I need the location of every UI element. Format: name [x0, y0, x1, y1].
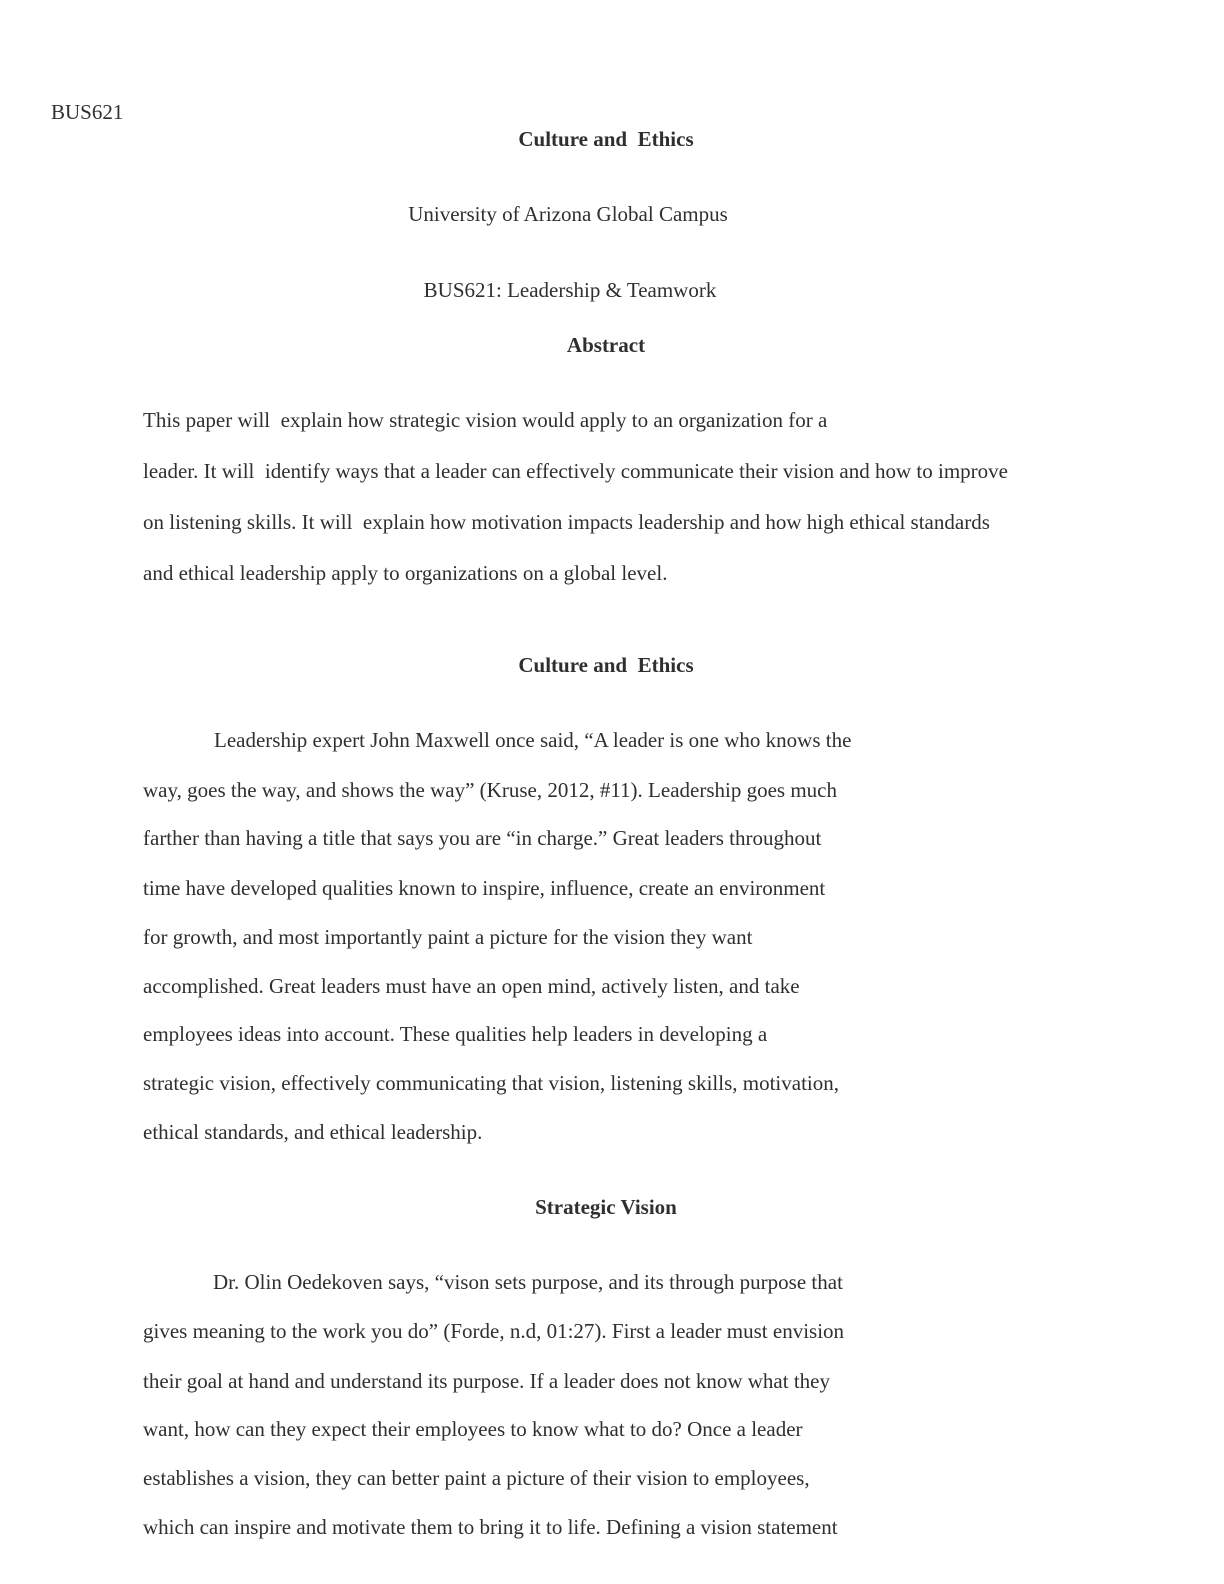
- body-line: time have developed qualities known to inspire, influence, create an environment: [143, 876, 826, 900]
- section-heading-intro: Culture and Ethics: [518, 653, 694, 677]
- institution: University of Arizona Global Campus: [408, 202, 728, 226]
- abstract-line: on listening skills. It will explain how motivation impacts leadership and how high ethical standards: [143, 510, 990, 534]
- paper-title: Culture and Ethics: [518, 127, 694, 151]
- running-head: BUS621: [51, 100, 124, 124]
- body-line: which can inspire and motivate them to bring it to life. Defining a vision statement: [143, 1515, 838, 1539]
- body-line: want, how can they expect their employees to know what to do? Once a leader: [143, 1417, 803, 1441]
- body-line: employees ideas into account. These qualities help leaders in developing a: [143, 1022, 768, 1046]
- abstract-line: and ethical leadership apply to organizations on a global level.: [143, 561, 668, 585]
- body-line: for growth, and most importantly paint a picture for the vision they want: [143, 925, 753, 949]
- body-line: their goal at hand and understand its purpose. If a leader does not know what they: [143, 1369, 830, 1393]
- body-line: accomplished. Great leaders must have an open mind, actively listen, and take: [143, 974, 800, 998]
- abstract-line: leader. It will identify ways that a leader can effectively communicate their vision and how to improve: [143, 459, 1008, 483]
- body-line: establishes a vision, they can better paint a picture of their vision to employees,: [143, 1466, 810, 1490]
- course-name: BUS621: Leadership & Teamwork: [423, 278, 717, 302]
- body-line: Dr. Olin Oedekoven says, “vison sets purpose, and its through purpose that: [213, 1270, 843, 1294]
- body-line: strategic vision, effectively communicating that vision, listening skills, motivation,: [143, 1071, 840, 1095]
- body-line: Leadership expert John Maxwell once said, “A leader is one who knows the: [214, 728, 852, 752]
- body-line: way, goes the way, and shows the way” (Kruse, 2012, #11). Leadership goes much: [143, 778, 837, 802]
- body-line: gives meaning to the work you do” (Forde, n.d, 01:27). First a leader must envision: [143, 1319, 845, 1343]
- abstract-line: This paper will explain how strategic vision would apply to an organization for a: [143, 408, 828, 432]
- section-heading-strategic-vision: Strategic Vision: [535, 1195, 677, 1219]
- body-line: ethical standards, and ethical leadership.: [143, 1120, 483, 1144]
- abstract-heading: Abstract: [566, 333, 646, 357]
- body-line: farther than having a title that says you are “in charge.” Great leaders throughout: [143, 826, 822, 850]
